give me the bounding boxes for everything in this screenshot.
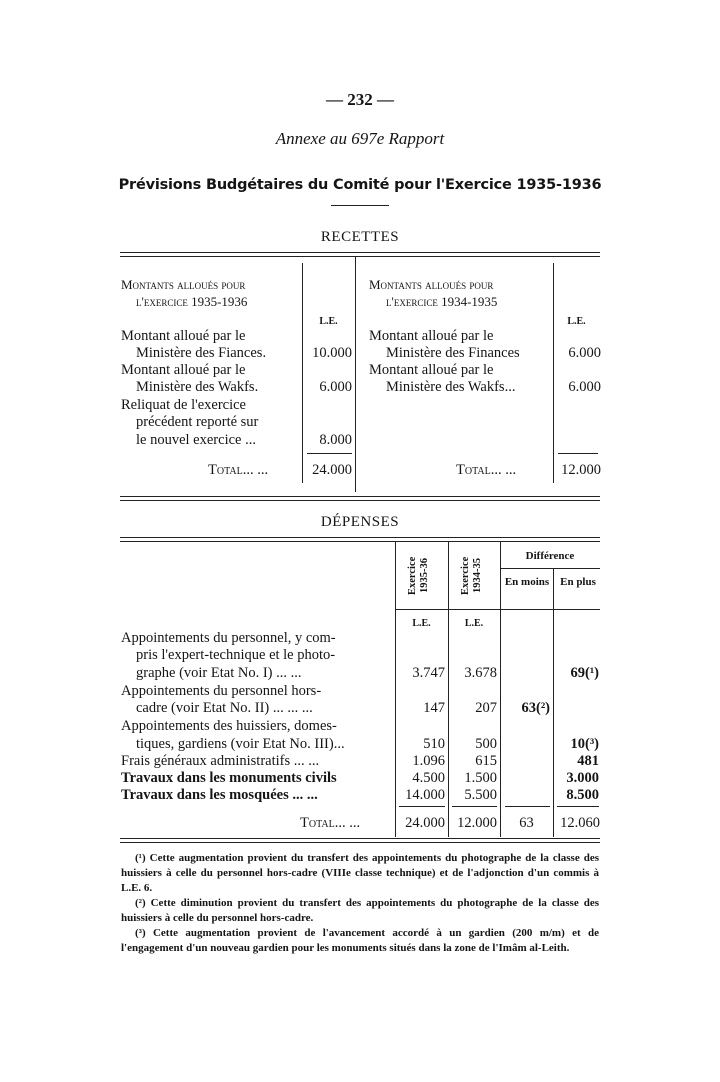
rule: [120, 496, 600, 497]
depenses-row-1: Appointements du personnel, y com-: [121, 630, 336, 646]
recettes-right-row-1: Montant alloué par le: [369, 328, 494, 344]
cell: 5.500: [464, 787, 497, 803]
recettes-heading: RECETTES: [320, 229, 400, 245]
cell: 8.500: [566, 787, 599, 803]
recettes-left-row-2: Ministère des Wakfs.: [136, 379, 259, 395]
recettes-left-total-label: Total... ...: [208, 462, 269, 478]
depenses-row-1: graphe (voir Etat No. I) ... ...: [136, 665, 302, 681]
cell: 10(³): [570, 736, 599, 752]
rule: [120, 842, 600, 843]
recettes-left-header: Montants alloués pour: [121, 277, 246, 292]
depenses-row-3: Appointements des huissiers, domes-: [121, 718, 337, 734]
cell: 4.500: [412, 770, 445, 786]
col-header-en-plus: En plus: [560, 576, 596, 588]
sum-rule: [307, 453, 352, 454]
cell: 3.000: [566, 770, 599, 786]
unit-label: L.E.: [412, 618, 431, 629]
page-number: — 232 —: [326, 90, 394, 109]
depenses-total-plus: 12.060: [560, 815, 600, 831]
cell: 1.096: [412, 753, 445, 769]
depenses-total-moins: 63: [519, 815, 534, 831]
col-header-difference: Différence: [525, 550, 575, 562]
depenses-row-2: Appointements du personnel hors-: [121, 683, 322, 699]
recettes-right-row-1: Ministère des Finances: [386, 345, 520, 361]
cell: 615: [475, 753, 497, 769]
cell: 1.500: [464, 770, 497, 786]
depenses-row-6: Travaux dans les mosquées ... ...: [121, 787, 318, 803]
recettes-left-row-1: Montant alloué par le: [121, 328, 246, 344]
col-header-exercice-1934: Exercice 1934-35: [460, 556, 483, 596]
depenses-row-4: Frais généraux administratifs ... ...: [121, 753, 320, 769]
depenses-total-a: 24.000: [405, 815, 445, 831]
cell: 14.000: [405, 787, 445, 803]
depenses-row-1: pris l'expert-technique et le photo-: [136, 647, 336, 663]
page-title: Prévisions Budgétaires du Comité pour l'Exercice 1935-1936: [118, 177, 602, 193]
recettes-right-header: l'exercice 1934-1935: [386, 294, 498, 309]
recettes-left-header: l'exercice 1935-1936: [136, 294, 248, 309]
rule: [120, 500, 600, 501]
rule: [120, 838, 600, 839]
cell: 3.747: [412, 665, 445, 681]
sum-rule: [452, 806, 497, 807]
recettes-left-row-3: le nouvel exercice ...: [136, 432, 256, 448]
rule: [395, 609, 600, 610]
sum-rule: [557, 806, 599, 807]
recettes-left-row-1: Ministère des Fiances.: [136, 345, 267, 361]
column-rule: [553, 263, 554, 483]
annex-title: Annexe au 697e Rapport: [275, 129, 445, 148]
depenses-row-5: Travaux dans les monuments civils: [121, 770, 337, 786]
recettes-right-total-label: Total... ...: [456, 462, 517, 478]
cell: 500: [475, 736, 497, 752]
rule: [120, 537, 600, 538]
cell: 69(¹): [570, 665, 599, 681]
cell: 510: [423, 736, 445, 752]
recettes-left-value-3: 8.000: [319, 432, 352, 448]
separator: [331, 205, 389, 206]
recettes-left-row-3: précédent reporté sur: [136, 414, 259, 430]
depenses-total-b: 12.000: [457, 815, 497, 831]
recettes-left-total: 24.000: [312, 462, 352, 478]
sum-rule: [505, 806, 550, 807]
rule: [120, 252, 600, 253]
unit-label: L.E.: [464, 618, 484, 629]
recettes-left-value-1: 10.000: [312, 345, 352, 361]
recettes-right-value-1: 6.000: [568, 345, 601, 361]
depenses-heading: DÉPENSES: [320, 514, 400, 530]
recettes-right-total: 12.000: [561, 462, 601, 478]
depenses-row-2: cadre (voir Etat No. II) ... ... ...: [136, 700, 313, 716]
col-header-exercice-1935: Exercice 1935-36: [407, 556, 430, 596]
rule: [500, 568, 600, 569]
recettes-left-row-2: Montant alloué par le: [121, 362, 246, 378]
cell: 207: [475, 700, 497, 716]
rule: [120, 541, 600, 542]
col-header-en-moins: En moins: [504, 576, 550, 588]
footnote-3: (³) Cette augmentation provient de l'avancement accordé à un gardien (200 m/m) et de l'engagement d'un nouveau gardien pour les monuments situés dans la zone de l'Imâm al-Leith.: [121, 927, 599, 954]
cell: 63(²): [521, 700, 550, 716]
rule: [120, 256, 600, 257]
recettes-right-value-2: 6.000: [568, 379, 601, 395]
recettes-left-value-2: 6.000: [319, 379, 352, 395]
recettes-right-row-2: Montant alloué par le: [369, 362, 494, 378]
footnote-1: (¹) Cette augmentation provient du transfert des appointements du photographe de la classe des huissiers à celle du personnel hors-cadre (VIIIe classe technique) et de l'adjonction d'un commis à L.E. 6.: [121, 852, 599, 894]
column-rule: [302, 263, 303, 483]
unit-label: L.E.: [567, 316, 586, 327]
sum-rule: [558, 453, 598, 454]
recettes-left-row-3: Reliquat de l'exercice: [121, 397, 246, 413]
column-rule: [500, 541, 501, 837]
depenses-row-3: tiques, gardiens (voir Etat No. III)...: [136, 736, 345, 752]
column-rule: [355, 256, 356, 492]
recettes-right-row-2: Ministère des Wakfs...: [386, 379, 516, 395]
cell: 147: [423, 700, 445, 716]
cell: 3.678: [464, 665, 497, 681]
depenses-total-label: Total... ...: [300, 815, 361, 831]
sum-rule: [399, 806, 445, 807]
unit-label: L.E.: [319, 316, 338, 327]
cell: 481: [577, 753, 599, 769]
footnote-2: (²) Cette diminution provient du transfert des appointements du photographe de la classe des huissiers à celle du personnel hors-cadre.: [121, 897, 599, 924]
recettes-right-header: Montants alloués pour: [369, 277, 494, 292]
